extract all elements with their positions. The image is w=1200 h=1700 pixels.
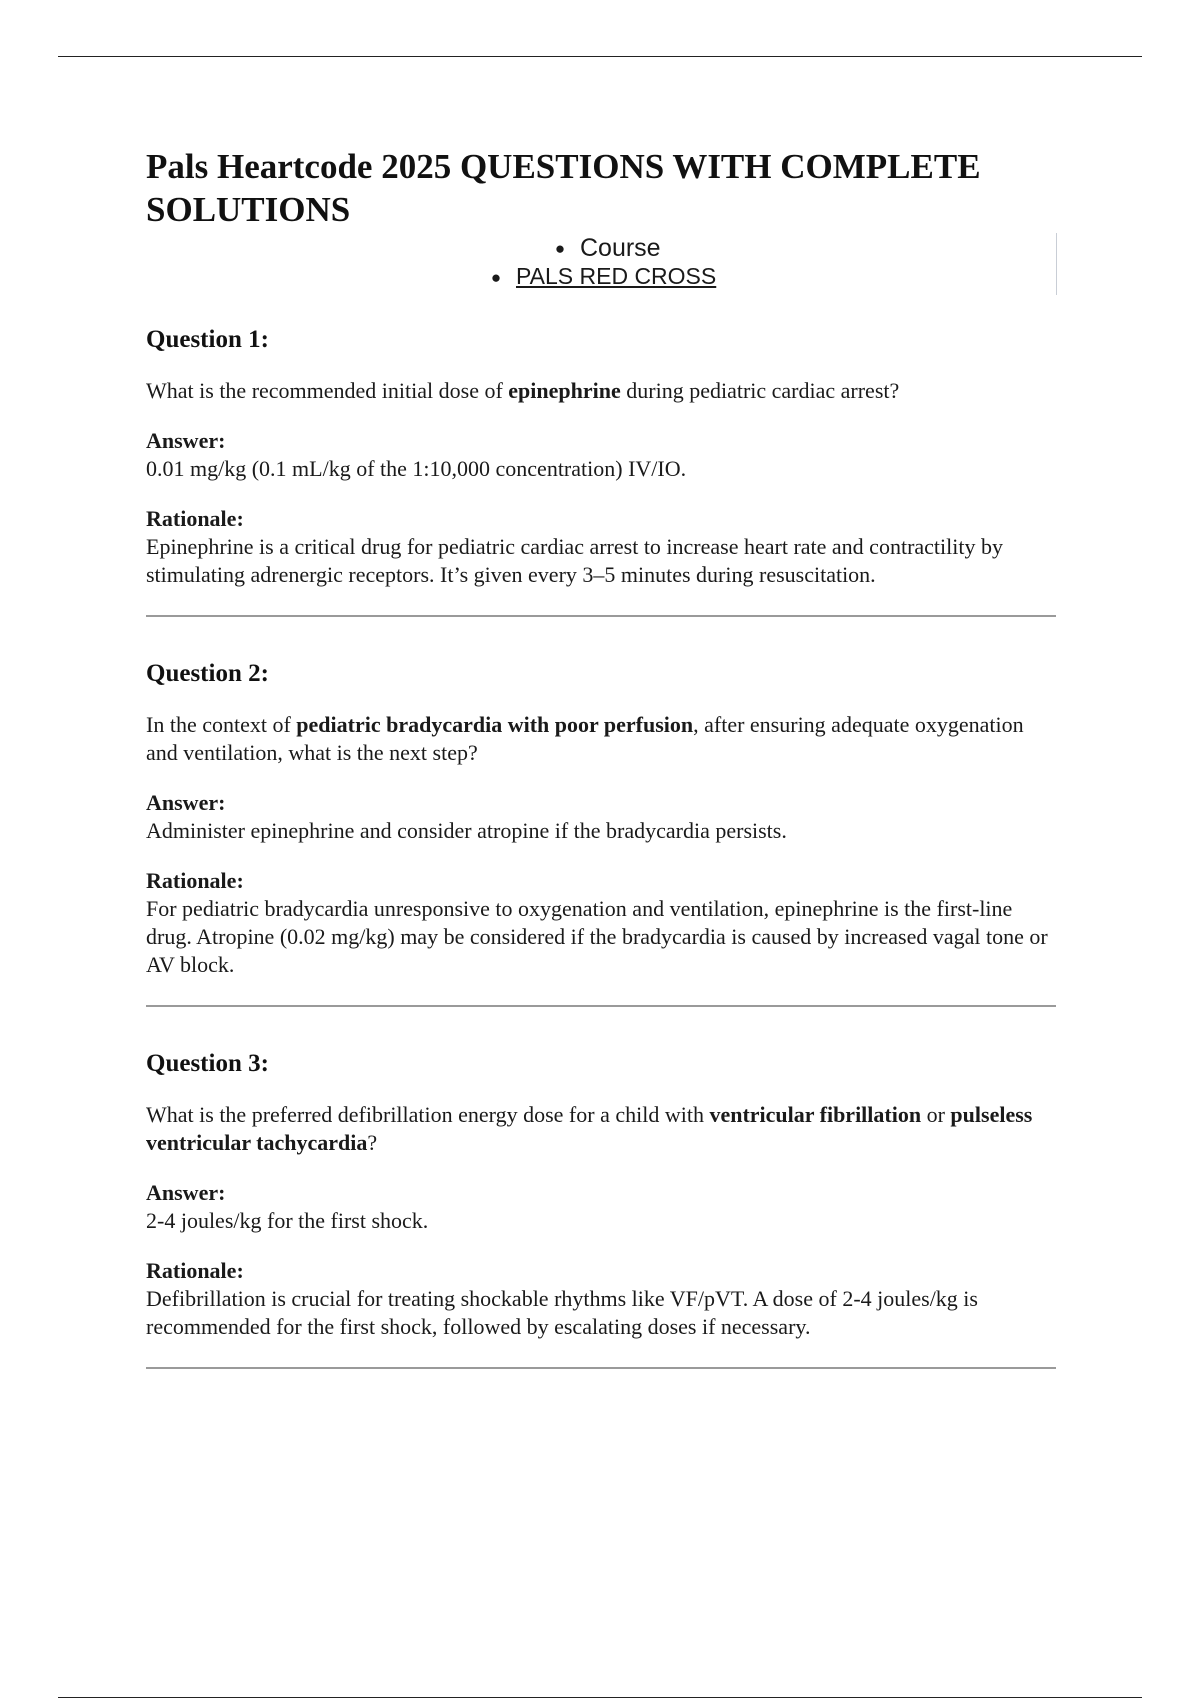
question-text [146,1101,1056,1157]
rationale-label: Rationale: [146,1258,244,1283]
question-3 [146,1049,1056,1369]
rationale-text: For pediatric bradycardia unresponsive to oxygenation and ventilation, epinephrine is the first-line drug. Atropine (0.02 mg/kg) may be considered if the bradycardia is caused by increased vagal tone or AV block. [146,896,1048,977]
rationale-text: Epinephrine is a critical drug for pediatric cardiac arrest to increase heart rate and contractility by stimulating adrenergic receptors. It’s given every 3–5 minutes during resuscitation. [146,534,1003,587]
page-top-rule [58,56,1142,57]
course-block [146,233,1057,295]
question-text-part: In the context of [146,712,297,737]
question-heading: Question 2: [146,660,269,687]
rationale-block [146,1257,1056,1341]
question-text [146,711,1056,767]
course-link-item [476,262,716,292]
answer-block [146,427,1056,483]
question-text [146,377,1056,405]
question-text-emphasis: pediatric bradycardia with poor perfusion [296,712,694,737]
question-text-part: during pediatric cardiac arrest? [620,378,900,403]
question-text-part: What is the preferred defibrillation energy dose for a child with [146,1102,710,1127]
question-text-part: , after ensuring adequate oxygenation and ventilation, what is the next step? [146,712,1024,765]
document-body [146,145,1056,1369]
answer-label: Answer: [146,1180,226,1205]
rationale-text: Defibrillation is crucial for treating shockable rhythms like VF/pVT. A dose of 2-4 joules/kg is recommended for the first shock, followed by escalating doses if necessary. [146,1286,978,1339]
rationale-block [146,867,1056,979]
question-text-emphasis: epinephrine [508,378,621,403]
question-text-emphasis: pulseless ventricular tachycardia [146,1102,1033,1155]
rationale-label: Rationale: [146,506,244,531]
question-heading: Question 1: [146,326,269,353]
answer-label: Answer: [146,428,226,453]
bullet-icon: ● [554,239,566,259]
answer-text: Administer epinephrine and consider atropine if the bradycardia persists. [146,818,787,843]
rationale-label: Rationale: [146,868,244,893]
answer-text: 2-4 joules/kg for the first shock. [146,1208,429,1233]
question-text-emphasis: ventricular fibrillation [709,1102,922,1127]
question-text-part: or [921,1102,951,1127]
course-label: Course [580,234,661,262]
rationale-block [146,505,1056,589]
page-bottom-rule [58,1697,1142,1698]
section-divider [146,1367,1056,1369]
course-list-item [540,233,661,264]
course-link[interactable]: PALS RED CROSS [516,263,717,289]
question-heading: Question 3: [146,1050,269,1077]
answer-text: 0.01 mg/kg (0.1 mL/kg of the 1:10,000 concentration) IV/IO. [146,456,687,481]
answer-block [146,1179,1056,1235]
bullet-icon: ● [490,267,502,287]
question-text-part: What is the recommended initial dose of [146,378,509,403]
answer-label: Answer: [146,790,226,815]
document-title: Pals Heartcode 2025 QUESTIONS WITH COMPLETE SOLUTIONS [146,147,981,229]
question-2 [146,659,1056,1007]
question-text-part: ? [367,1130,378,1155]
answer-block [146,789,1056,845]
question-1 [146,325,1056,617]
